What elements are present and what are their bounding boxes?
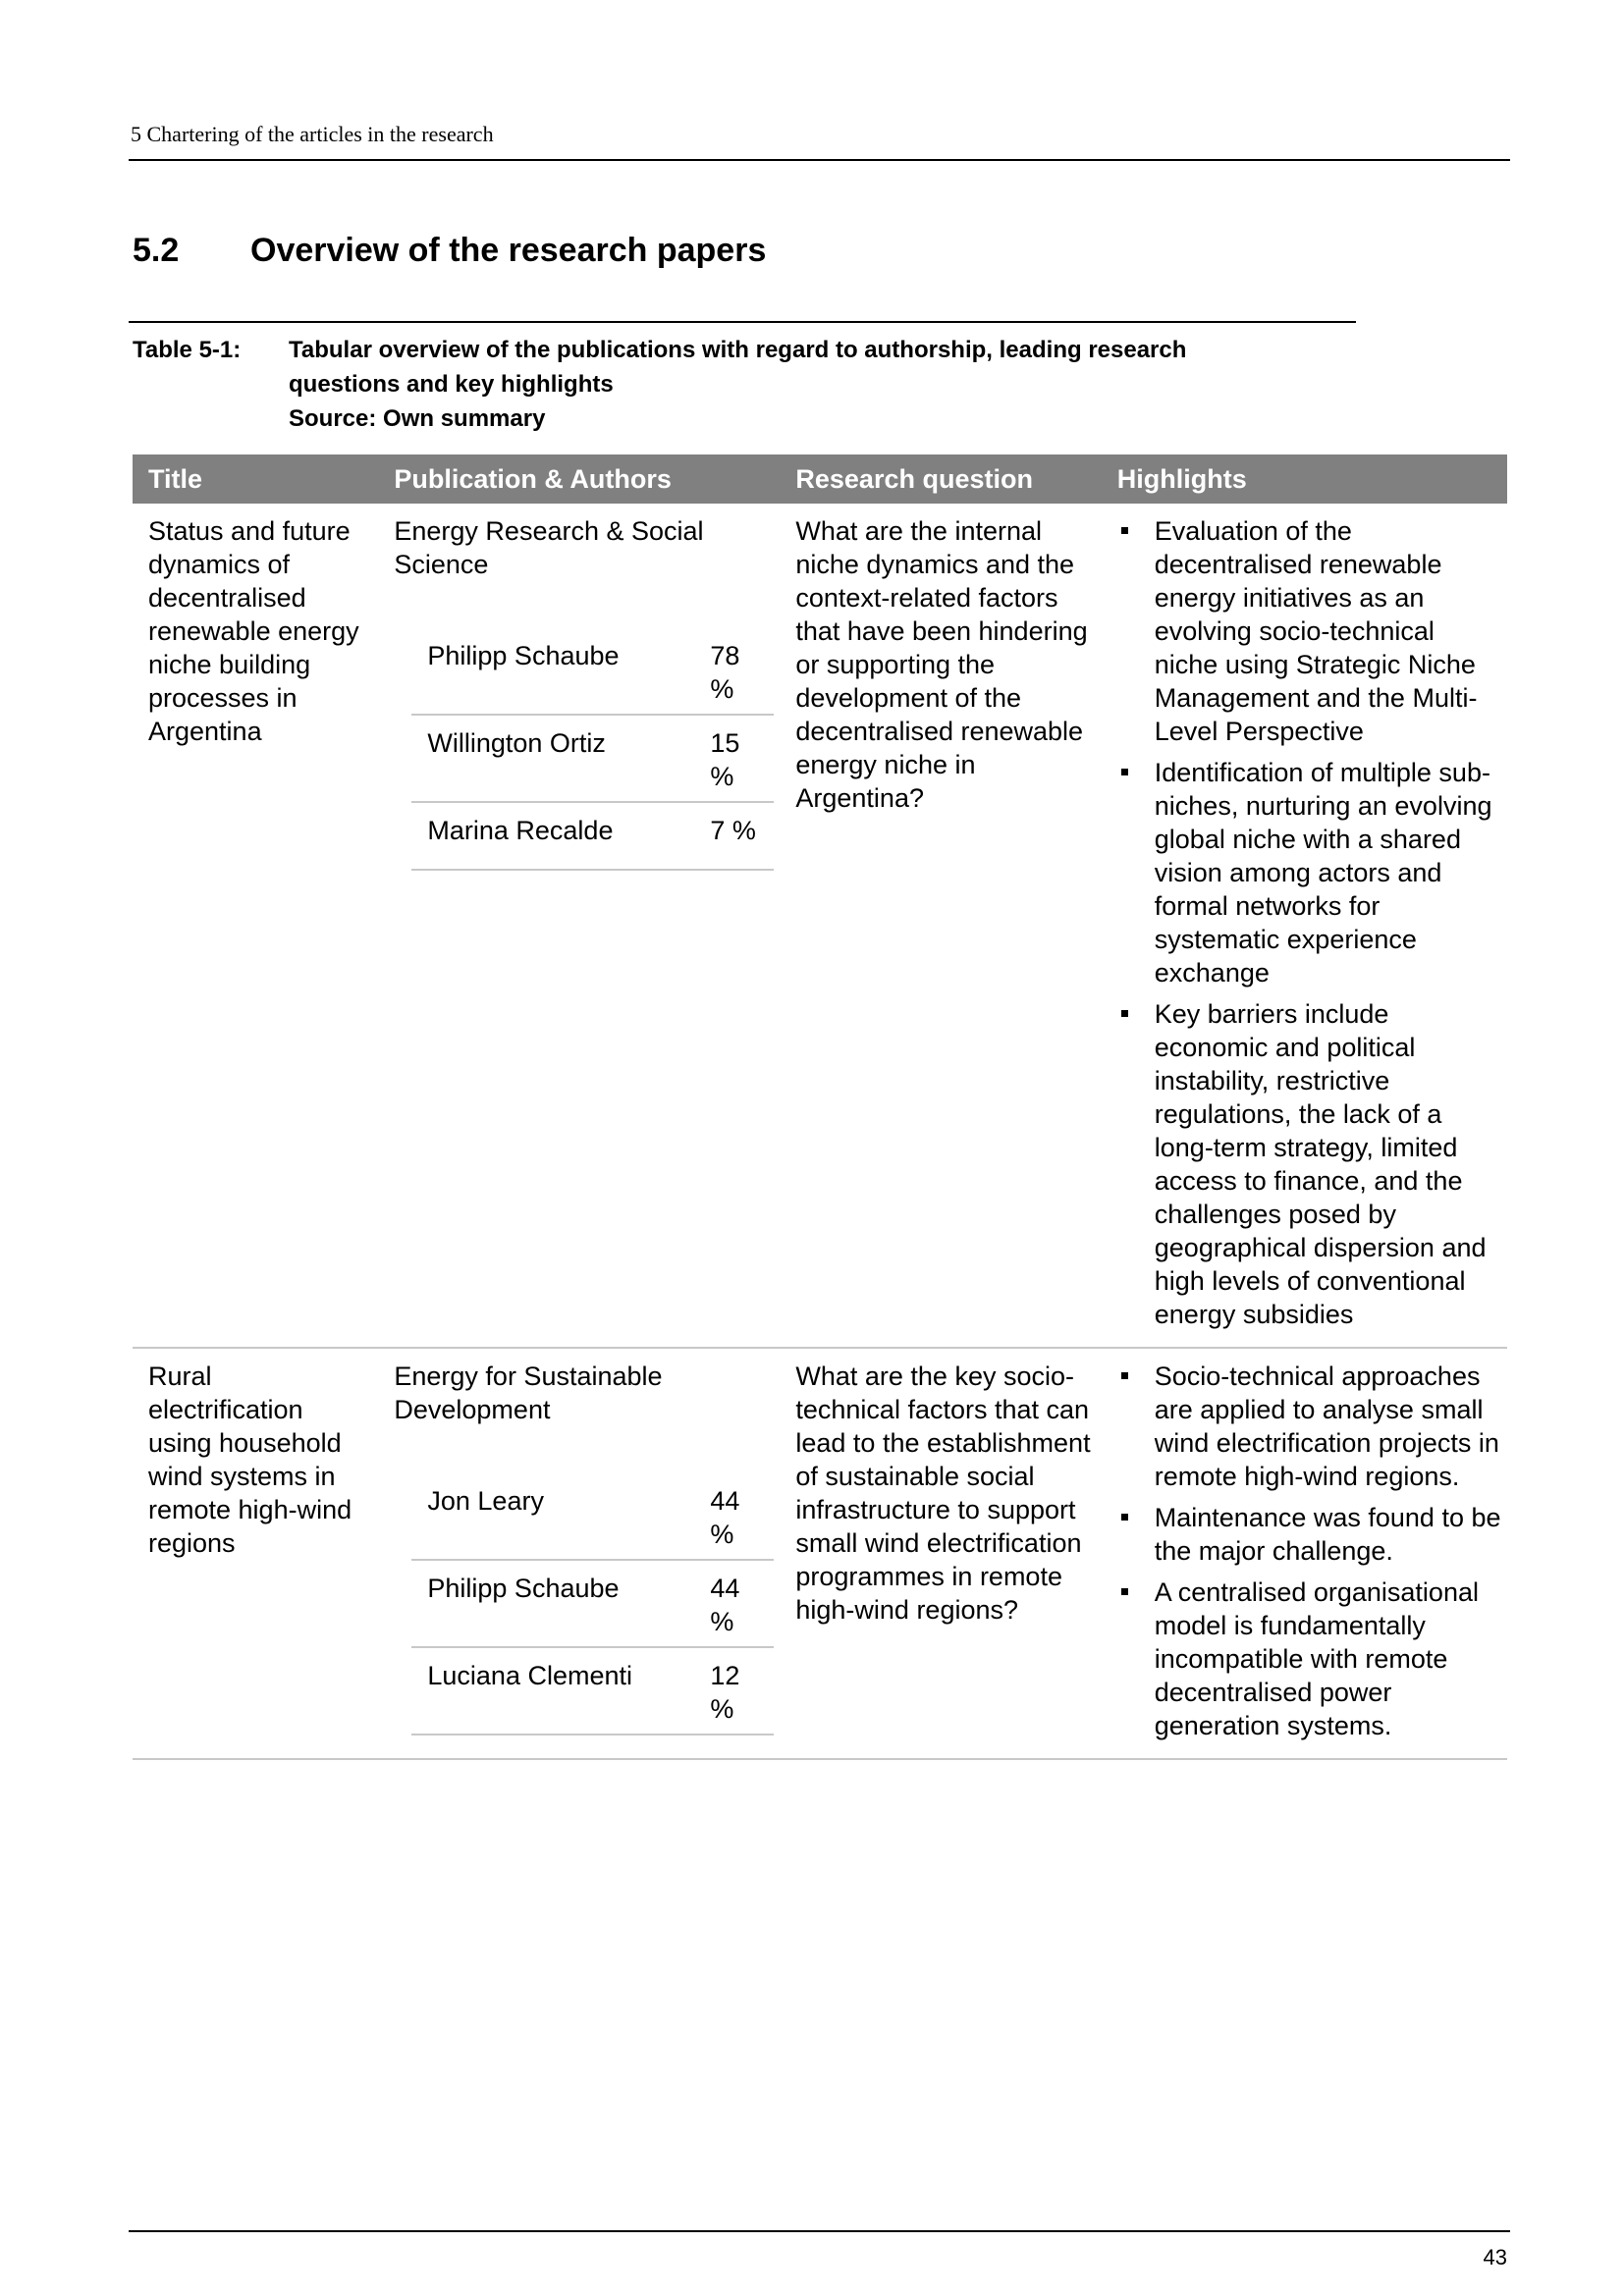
highlight-item xyxy=(1117,514,1501,748)
author-name: Philipp Schaube xyxy=(411,1560,694,1647)
highlight-item xyxy=(1117,997,1501,1331)
author-share: 7 % xyxy=(694,802,774,870)
author-name: Jon Leary xyxy=(411,1473,694,1560)
header-research-question: Research question xyxy=(780,454,1101,504)
header-publication: Publication & Authors xyxy=(378,454,780,504)
author-row xyxy=(411,1647,774,1735)
header-rule xyxy=(129,159,1510,161)
highlights-list xyxy=(1117,1360,1501,1742)
author-share: 12 % xyxy=(694,1647,774,1735)
page-number: 43 xyxy=(1483,2245,1507,2269)
header-highlights: Highlights xyxy=(1102,454,1507,504)
cell-publication-authors xyxy=(378,1348,780,1759)
highlights-list xyxy=(1117,514,1501,1331)
cell-research-question: What are the key socio-technical factors that can lead to the establishment of sustainable social infrastructure to support small wind electrification programmes in remote high-wind regions? xyxy=(780,1348,1101,1759)
overview-table xyxy=(133,454,1507,1760)
cell-publication-authors xyxy=(378,504,780,1348)
table-caption xyxy=(133,333,1271,436)
caption-text-block xyxy=(289,333,1271,436)
author-name: Philipp Schaube xyxy=(411,628,694,715)
square-bullet-icon xyxy=(1121,1588,1128,1595)
square-bullet-icon xyxy=(1121,1010,1128,1017)
author-row xyxy=(411,715,774,802)
section-heading xyxy=(133,232,766,270)
square-bullet-icon xyxy=(1121,1514,1128,1521)
author-share: 15 % xyxy=(694,715,774,802)
highlight-text: A centralised organisational model is fundamentally incompatible with remote decentralised power generation systems. xyxy=(1154,1577,1479,1740)
author-share: 44 % xyxy=(694,1560,774,1647)
header-title: Title xyxy=(133,454,378,504)
cell-highlights xyxy=(1102,504,1507,1348)
section-number: 5.2 xyxy=(133,232,180,269)
highlight-text: Evaluation of the decentralised renewable energy initiatives as an evolving socio-technical niche using Strategic Niche Management and the Multi-Level Perspective xyxy=(1154,516,1478,746)
highlight-text: Key barriers include economic and political instability, restrictive regulations, the lack of a long-term strategy, limited access to finance, and the challenges posed by geographical dispersion and high levels of conventional energy subsidies xyxy=(1154,999,1487,1329)
highlight-text: Socio-technical approaches are applied to analyse small wind electrification projects in remote high-wind regions. xyxy=(1154,1362,1499,1491)
author-list xyxy=(411,1473,774,1735)
author-share: 44 % xyxy=(694,1473,774,1560)
author-row xyxy=(411,1560,774,1647)
caption-rule xyxy=(129,321,1356,323)
section-title: Overview of the research papers xyxy=(250,232,767,269)
cell-research-question: What are the internal niche dynamics and the context-related factors that have been hindering or supporting the development of the decentralised renewable energy niche in Argentina? xyxy=(780,504,1101,1348)
author-name: Willington Ortiz xyxy=(411,715,694,802)
author-row xyxy=(411,628,774,715)
table-row xyxy=(133,1348,1507,1759)
author-share: 78 % xyxy=(694,628,774,715)
publication-name: Energy Research & Social Science xyxy=(394,516,704,579)
caption-label: Table 5-1: xyxy=(133,337,242,363)
square-bullet-icon xyxy=(1121,1372,1128,1379)
cell-highlights xyxy=(1102,1348,1507,1759)
highlight-item xyxy=(1117,1575,1501,1742)
author-name: Marina Recalde xyxy=(411,802,694,870)
table-row xyxy=(133,504,1507,1348)
highlight-text: Identification of multiple sub-niches, nurturing an evolving global niche with a shared vision among actors and formal networks for systematic experience exchange xyxy=(1154,758,1492,988)
caption-source: Source: Own summary xyxy=(289,405,546,432)
square-bullet-icon xyxy=(1121,527,1128,534)
author-row xyxy=(411,802,774,870)
square-bullet-icon xyxy=(1121,769,1128,775)
author-row xyxy=(411,1473,774,1560)
highlight-item xyxy=(1117,1360,1501,1493)
footer-rule xyxy=(129,2230,1510,2232)
cell-title: Status and future dynamics of decentralised renewable energy niche building processes in Argentina xyxy=(133,504,378,1348)
publication-name: Energy for Sustainable Development xyxy=(394,1362,663,1424)
table-header-row xyxy=(133,454,1507,504)
highlight-item xyxy=(1117,1501,1501,1568)
running-header: 5 Chartering of the articles in the research xyxy=(131,122,494,146)
author-list xyxy=(411,628,774,871)
author-name: Luciana Clementi xyxy=(411,1647,694,1735)
highlight-item xyxy=(1117,756,1501,989)
highlight-text: Maintenance was found to be the major challenge. xyxy=(1154,1503,1501,1566)
caption-text: Tabular overview of the publications with regard to authorship, leading research questions and key highlights xyxy=(289,337,1187,398)
cell-title: Rural electrification using household wind systems in remote high-wind regions xyxy=(133,1348,378,1759)
